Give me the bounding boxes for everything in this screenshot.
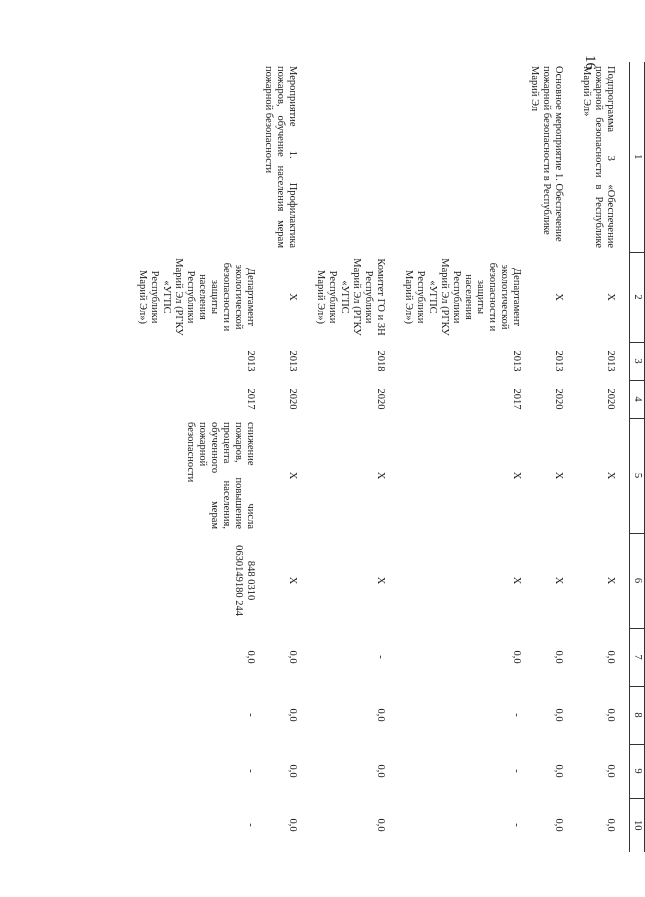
row-executor: Департамент экологической безопасности и защиты населения Республики Марий Эл (РГКУ «УГПС Республики Марий Эл») <box>137 258 256 336</box>
row-code: Х <box>553 576 564 585</box>
row-start-year: 2013 <box>511 350 522 372</box>
row-value-7: 0,0 <box>553 650 564 664</box>
row-value-7: 0,0 <box>605 650 616 664</box>
row-end-year: 2020 <box>375 388 386 410</box>
row-value-9: 0,0 <box>553 764 564 778</box>
row-end-year: 2017 <box>245 388 256 410</box>
row-code: Х <box>511 576 522 585</box>
row-start-year: 2013 <box>287 350 298 372</box>
row-value-8: - <box>511 713 522 717</box>
row-value-9: - <box>511 769 522 773</box>
row-name <box>311 62 389 252</box>
col-header-10: 10 <box>630 798 645 852</box>
row-code: 848 0310 0630149180 244 <box>233 545 256 616</box>
row-value-10: - <box>511 823 522 827</box>
row-start-year: 2018 <box>375 350 386 372</box>
table-row <box>311 62 389 852</box>
row-code: Х <box>375 576 386 585</box>
table-row <box>525 62 567 852</box>
col-header-3: 3 <box>630 342 645 380</box>
row-indicator: Х <box>511 471 522 480</box>
row-indicator: Х <box>553 471 564 480</box>
row-indicator: Х <box>287 471 298 480</box>
row-value-7: 0,0 <box>511 650 522 664</box>
col-header-2: 2 <box>630 252 645 342</box>
col-header-4: 4 <box>630 380 645 418</box>
row-start-year: 2013 <box>553 350 564 372</box>
row-indicator: Х <box>375 471 386 480</box>
program-table <box>133 62 645 852</box>
row-name <box>399 62 525 252</box>
row-value-8: - <box>245 713 256 717</box>
row-end-year: 2020 <box>605 388 616 410</box>
row-name <box>133 62 259 252</box>
row-executor: Департамент экологической безопасности и защиты населения Республики Марий Эл (РГКУ «УГПС Республики Марий Эл») <box>403 258 522 336</box>
row-end-year: 2020 <box>287 388 298 410</box>
row-value-10: 0,0 <box>287 818 298 832</box>
row-value-9: 0,0 <box>287 764 298 778</box>
row-start-year: 2013 <box>605 350 616 372</box>
row-name: Мероприятие 1. Профилактика пожаров, обучение населения мерам пожарной безопасности <box>263 66 298 248</box>
header-row <box>630 62 645 852</box>
row-value-8: 0,0 <box>553 708 564 722</box>
page-number: 16 <box>582 55 598 70</box>
row-value-10: 0,0 <box>553 818 564 832</box>
row-value-7: - <box>375 655 386 659</box>
row-value-10: 0,0 <box>375 818 386 832</box>
row-value-9: 0,0 <box>605 764 616 778</box>
row-executor: Комитет ГО и ЗН Республики Марий Эл (РГКУ «УГПС Республики Марий Эл») <box>315 258 386 336</box>
row-name: Основное мероприятие 1. Обеспечение пожарной безопасности в Республике Марий Эл <box>529 66 564 242</box>
row-value-7: 0,0 <box>287 650 298 664</box>
col-header-7: 7 <box>630 628 645 686</box>
row-value-10: 0,0 <box>605 818 616 832</box>
table-row <box>259 62 301 852</box>
row-executor: Х <box>287 293 298 301</box>
row-value-8: 0,0 <box>375 708 386 722</box>
row-value-9: - <box>245 769 256 773</box>
row-start-year: 2013 <box>245 350 256 372</box>
row-end-year: 2017 <box>511 388 522 410</box>
table-row <box>399 62 525 852</box>
row-value-9: 0,0 <box>375 764 386 778</box>
col-header-9: 9 <box>630 744 645 798</box>
row-value-8: 0,0 <box>287 708 298 722</box>
row-code: Х <box>287 576 298 585</box>
table-row <box>133 62 259 852</box>
row-executor: Х <box>605 293 616 301</box>
row-value-8: 0,0 <box>605 708 616 722</box>
row-indicator: Х <box>605 471 616 480</box>
table-row <box>577 62 619 852</box>
col-header-8: 8 <box>630 686 645 744</box>
row-executor: Х <box>553 293 564 301</box>
row-name: Подпрограмма 3 «Обеспечение пожарной безопасности в Республике Марий Эл» <box>581 66 616 248</box>
row-value-10: - <box>245 823 256 827</box>
col-header-1: 1 <box>630 62 645 252</box>
row-value-7: 0,0 <box>245 650 256 664</box>
row-code: Х <box>605 576 616 585</box>
col-header-6: 6 <box>630 533 645 628</box>
col-header-5: 5 <box>630 418 645 533</box>
row-indicator: снижение числа пожаров, повышение процента населения, обученного мерам пожарной безопасности <box>185 422 256 529</box>
rotated-table-frame <box>120 62 645 852</box>
row-end-year: 2020 <box>553 388 564 410</box>
